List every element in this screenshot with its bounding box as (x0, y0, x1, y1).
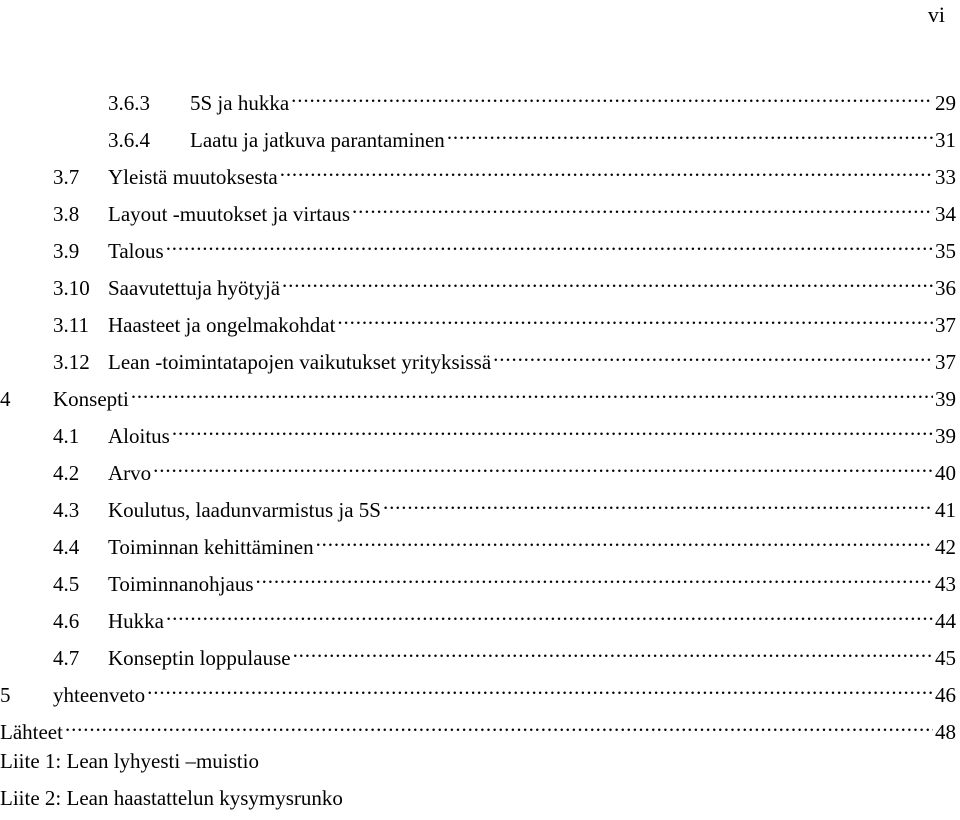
toc-entry[interactable] (0, 154, 956, 191)
toc-entry-title: Arvo (108, 461, 152, 485)
toc-entry[interactable] (0, 672, 956, 709)
toc-entry-number: 3.6.4 (108, 128, 150, 152)
toc-entry-page: 36 (935, 276, 956, 300)
page-number: vi (927, 2, 945, 27)
toc-dot-leader (131, 376, 933, 406)
toc-entry-number: 3.10 (53, 276, 90, 300)
toc-dot-leader (280, 154, 933, 184)
toc-entry[interactable] (0, 302, 956, 339)
toc-entry-page: 48 (935, 720, 956, 744)
toc-entry[interactable] (0, 561, 956, 598)
toc-entry-page: 34 (935, 202, 956, 226)
toc-entry-number: 4.4 (53, 535, 80, 559)
toc-entry[interactable] (0, 709, 956, 746)
toc-dot-leader (352, 191, 933, 221)
toc-entry[interactable] (0, 191, 956, 228)
toc-entry[interactable] (0, 117, 956, 154)
toc-entry-title: Konseptin loppulause (108, 646, 291, 670)
toc-entry-number: 5 (0, 683, 11, 707)
toc-entry-title: Koulutus, laadunvarmistus ja 5S (108, 498, 381, 522)
toc-entry-title: Toiminnan kehittäminen (108, 535, 314, 559)
toc-entry-page: 29 (935, 91, 956, 115)
toc-entry-title: Laatu ja jatkuva parantaminen (190, 128, 445, 152)
toc-entry[interactable] (0, 635, 956, 672)
toc-dot-leader (447, 117, 933, 147)
toc-entry[interactable] (0, 376, 956, 413)
toc-entry-page: 40 (935, 461, 956, 485)
toc-entry-number: 4.1 (53, 424, 80, 448)
toc-entry-number: 3.7 (53, 165, 80, 189)
toc-entry-number: 4.3 (53, 498, 80, 522)
toc-entry-title: Talous (108, 239, 164, 263)
toc-entry-page: 45 (935, 646, 956, 670)
toc-dot-leader (493, 339, 933, 369)
toc-entry-title: Layout -muutokset ja virtaus (108, 202, 351, 226)
toc-entry-number: 4 (0, 387, 11, 411)
toc-entry-page: 35 (935, 239, 956, 263)
toc-entry-page: 33 (935, 165, 956, 189)
toc-entry-title: Hukka (108, 609, 164, 633)
toc-entry[interactable] (0, 487, 956, 524)
toc-entry-title: Haasteet ja ongelmakohdat (108, 313, 336, 337)
toc-dot-leader (65, 709, 933, 739)
toc-entry[interactable] (0, 265, 956, 302)
appendix-title: Liite 1: Lean lyhyesti –muistio (0, 749, 259, 773)
toc-entry[interactable] (0, 413, 956, 450)
toc-entry-number: 4.7 (53, 646, 80, 670)
toc-entry-title: Konsepti (53, 387, 129, 411)
toc-dot-leader (166, 598, 933, 628)
toc-entry-title: Saavutettuja hyötyjä (108, 276, 281, 300)
toc-dot-leader (337, 302, 933, 332)
toc-dot-leader (172, 413, 933, 443)
toc-entry[interactable] (0, 80, 956, 117)
toc-entry-page: 39 (935, 424, 956, 448)
toc-entry-number: 4.6 (53, 609, 80, 633)
toc-dot-leader (256, 561, 933, 591)
toc-entry-number: 3.9 (53, 239, 80, 263)
toc-entry-number: 3.11 (53, 313, 89, 337)
toc-entry-page: 46 (935, 683, 956, 707)
toc-entry-page: 42 (935, 535, 956, 559)
toc-dot-leader (282, 265, 933, 295)
toc-dot-leader (383, 487, 933, 517)
toc-entry-title: Lähteet (0, 720, 63, 744)
appendix-entry[interactable] (0, 783, 956, 820)
toc-entry-page: 43 (935, 572, 956, 596)
toc-entry-page: 37 (935, 350, 956, 374)
toc-entry[interactable] (0, 450, 956, 487)
toc-entry-title: yhteenveto (53, 683, 146, 707)
toc-entry-title: Lean -toimintatapojen vaikutukset yrityksissä (108, 350, 492, 374)
toc-entry-number: 3.6.3 (108, 91, 150, 115)
toc-dot-leader (147, 672, 933, 702)
toc-dot-leader (166, 228, 933, 258)
toc-entry[interactable] (0, 598, 956, 635)
toc-entry-page: 39 (935, 387, 956, 411)
toc-entry-number: 4.2 (53, 461, 80, 485)
toc-entry-page: 44 (935, 609, 956, 633)
toc-dot-leader (293, 635, 933, 665)
toc-entry-title: Yleistä muutoksesta (108, 165, 278, 189)
toc-dot-leader (153, 450, 933, 480)
toc-entry[interactable] (0, 228, 956, 265)
toc-entry-title: Toiminnanohjaus (108, 572, 254, 596)
toc-entry-number: 3.8 (53, 202, 80, 226)
toc-entry-number: 3.12 (53, 350, 90, 374)
appendix-entry[interactable] (0, 746, 956, 783)
toc-entry-page: 41 (935, 498, 956, 522)
appendix-title: Liite 2: Lean haastattelun kysymysrunko (0, 786, 343, 810)
toc-entry-title: 5S ja hukka (190, 91, 290, 115)
toc-dot-leader (291, 80, 933, 110)
toc-entry-number: 4.5 (53, 572, 80, 596)
toc-entry[interactable] (0, 524, 956, 561)
toc-entry[interactable] (0, 339, 956, 376)
toc-entry-page: 31 (935, 128, 956, 152)
table-of-contents (0, 80, 956, 820)
toc-entry-page: 37 (935, 313, 956, 337)
toc-dot-leader (316, 524, 933, 554)
toc-entry-title: Aloitus (108, 424, 170, 448)
